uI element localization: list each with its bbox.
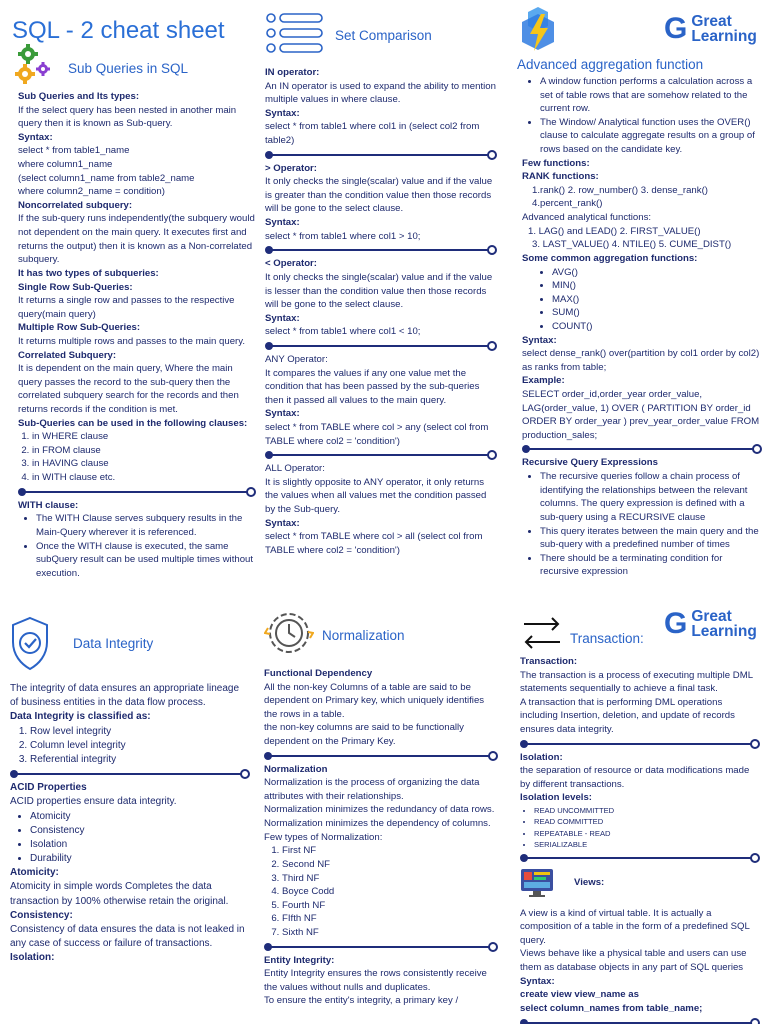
single-row-heading: Single Row Sub-Queries: <box>18 281 133 293</box>
lightning-icon <box>516 6 560 54</box>
integrity-class-heading: Data Integrity is classified as: <box>10 711 151 723</box>
syntax-heading: Syntax: <box>520 975 555 987</box>
views-text: A view is a kind of virtual table. It is actually a composition of a table in the form of a predefined SQL query. <box>520 907 750 946</box>
atomicity-text: Atomicity in simple words Completes the data transaction by 100% otherwise retain the original. <box>10 881 229 907</box>
list-icon <box>265 12 325 56</box>
syntax-heading: Syntax: <box>265 312 300 324</box>
list-item: • This query iterates between the main query and the sub-query with a predefined number of times <box>540 525 762 552</box>
functional-dependency-heading: Functional Dependency <box>264 668 373 679</box>
few-functions-heading: Few functions: <box>522 157 590 169</box>
subqueries-section <box>18 90 256 580</box>
list-item: • AVG() <box>552 266 762 280</box>
list-item: 4. Boyce Codd <box>282 885 498 899</box>
brand-line2: Learning <box>691 28 757 46</box>
in-operator-text: An IN operator is used to expand the ability to mention multiple values in where clause. <box>265 80 496 106</box>
transaction-title: Transaction: <box>570 631 644 646</box>
acid-heading: ACID Properties <box>10 782 87 794</box>
list-item: 1. in WHERE clause <box>32 430 256 444</box>
list-item: • READ COMMITTED <box>534 816 760 827</box>
transaction-text: A transaction that is performing DML operations including Insertion, deletion, and update of records ensures data integrity. <box>520 696 735 736</box>
greater-operator-heading: > Operator: <box>265 162 317 174</box>
noncorrelated-text: If the sub-query runs independently(the subquery would not dependent on the main query. It executes first and returns the output) then it is known as a Non-correlated subquery. <box>18 213 255 266</box>
entity-integrity-heading: Entity Integrity: <box>264 954 335 966</box>
swap-arrows-icon <box>520 612 564 654</box>
syntax-text: select * from TABLE where col > any (select col from TABLE where col2 = 'condition') <box>265 422 489 447</box>
list-item: 2. Second NF <box>282 858 498 872</box>
any-operator-text: It compares the values if any one value met the condition that has been passed by the sub-queries then it passed all values to the main query. <box>265 367 480 406</box>
normalization-title: Normalization <box>322 628 405 643</box>
list-item: 7. Sixth NF <box>282 926 498 940</box>
list-item: • There should be a terminating condition for recursive expression <box>540 552 762 579</box>
syntax-heading: Syntax: <box>265 107 300 119</box>
normalization-section <box>264 667 498 1008</box>
section-divider <box>265 150 497 160</box>
set-comparison-title: Set Comparison <box>335 28 432 43</box>
isolation-text: the separation of resource or data modifications made by different transactions. <box>520 765 750 790</box>
correlated-text: It is dependent on the main query, Where the main query passes the record to the sub-query then the correlated subquery search for the records and then returns records if the condition is met. <box>18 363 239 416</box>
list-item: • The WITH Clause serves subquery results in the Main-Query wherever it is referenced. <box>36 512 256 539</box>
list-item: 6. FIfth NF <box>282 912 498 926</box>
common-functions-heading: Some common aggregation functions: <box>522 252 698 264</box>
transaction-section <box>520 655 760 1024</box>
all-operator-heading: ALL Operator: <box>265 463 325 475</box>
integrity-text: The integrity of data ensures an appropriate lineage of business entities in the data flow process. <box>10 683 240 709</box>
brand-g-icon: G <box>664 607 688 641</box>
noncorrelated-heading: Noncorrelated subquery: <box>18 199 133 211</box>
integrity-class-list <box>10 725 250 768</box>
syntax-text: select * from table1 where col1 > 10; <box>265 230 421 242</box>
syntax-line: where column1_name <box>18 159 113 171</box>
rank-functions-line: 1.rank() 2. row_number() 3. dense_rank() <box>532 184 708 196</box>
normalization-text: Few types of Normalization: <box>264 831 383 843</box>
syntax-text: select * from table1 where col1 < 10; <box>265 326 421 338</box>
with-clause-heading: WITH clause: <box>18 499 79 511</box>
brand-g-icon: G <box>664 12 688 46</box>
section-divider <box>520 1018 760 1024</box>
common-functions-list <box>522 266 762 334</box>
normalization-text: Normalization minimizes the dependency of columns. <box>264 818 491 830</box>
normalization-heading: Normalization <box>264 763 328 775</box>
list-item: • Once the WITH clause is executed, the same subQuery result can be used multiple times without execution. <box>36 540 256 581</box>
section-divider <box>520 853 760 863</box>
views-text: Views behave like a physical table and users can use them as database objects in any part of SQL queries <box>520 948 747 974</box>
acid-list <box>10 810 250 867</box>
list-item: 3. Third NF <box>282 872 498 886</box>
recursive-list <box>522 470 762 579</box>
aggregation-title: Advanced aggregation function <box>517 57 704 72</box>
normal-forms-list <box>264 844 498 939</box>
consistency-text: Consistency of data ensures the data is not leaked in any case of success or failure of transactions. <box>10 924 245 950</box>
syntax-text: select dense_rank() over(partition by col1 order by col2) as ranks from table; <box>522 348 760 373</box>
correlated-heading: Correlated Subquery: <box>18 349 117 361</box>
normalization-text: Normalization minimizes the redundancy of data rows. <box>264 804 495 816</box>
list-item: 3. Referential integrity <box>30 753 250 767</box>
isolation-heading: Isolation: <box>520 751 563 763</box>
entity-integrity-text: Entity Integrity ensures the rows consistently receive the values without nulls and duplicates. <box>264 968 487 993</box>
list-item: • Atomicity <box>30 810 250 824</box>
transaction-heading: Transaction: <box>520 656 578 667</box>
page-title: SQL - 2 cheat sheet <box>12 17 225 44</box>
syntax-line: (select column1_name from table2_name <box>18 172 195 184</box>
great-learning-logo <box>664 14 757 44</box>
multi-row-text: It returns multiple rows and passes to the main query. <box>18 335 245 347</box>
advanced-functions-line: 1. LAG() and LEAD() 2. FIRST_VALUE() <box>528 225 701 237</box>
syntax-line: select * from table1_name <box>18 145 130 157</box>
syntax-heading: Syntax: <box>265 408 300 420</box>
types-text: If the select query has been nested in another main query then it is known as Sub-query. <box>18 104 237 130</box>
aggregation-list <box>522 75 762 157</box>
isolation-heading: Isolation: <box>10 952 55 964</box>
example-text: SELECT order_id,order_year order_value, LAG(order_value, 1) OVER ( PARTITION BY order_id ORDER BY order_year ) prev_year_order_value FROM production_sales; <box>522 389 760 441</box>
list-item: • MAX() <box>552 293 762 307</box>
section-divider <box>520 739 760 749</box>
greater-operator-text: It only checks the single(scalar) value and if the value is greater than the condition value then those records will be gone to the select clause. <box>265 176 493 215</box>
normalization-text: Normalization is the process of organizing the data attributes with their relationships. <box>264 777 480 802</box>
section-divider <box>522 444 762 454</box>
list-item: 4. in WITH clause etc. <box>32 471 256 485</box>
list-item: 3. in HAVING clause <box>32 457 256 471</box>
list-item: • READ UNCOMMITTED <box>534 805 760 816</box>
list-item: 1. First NF <box>282 844 498 858</box>
acid-text: ACID properties ensure data integrity. <box>10 796 177 808</box>
list-item: • Durability <box>30 852 250 866</box>
aggregation-section <box>522 75 762 579</box>
types-heading: Sub Queries and Its types: <box>18 91 140 102</box>
brand-line1: Great <box>691 13 732 30</box>
brand-line1: Great <box>691 608 732 625</box>
subqueries-section-title: Sub Queries in SQL <box>68 61 189 76</box>
section-divider <box>264 751 498 761</box>
set-comparison-section <box>265 66 497 558</box>
two-types-heading: It has two types of subqueries: <box>18 267 159 279</box>
list-item: • The Window/ Analytical function uses the OVER() clause to calculate aggregate results on a group of rows based on the candidate key. <box>540 116 762 157</box>
all-operator-text: It is slightly opposite to ANY operator, it only returns the values when all values met the condition passed by the Sub-query. <box>265 476 487 516</box>
list-item: 2. Column level integrity <box>30 739 250 753</box>
section-divider <box>10 769 250 779</box>
list-item: 2. in FROM clause <box>32 444 256 458</box>
list-item: • SERIALIZABLE <box>534 839 760 850</box>
views-heading: Views: <box>574 876 605 888</box>
great-learning-logo <box>664 609 757 639</box>
functional-dependency-text: the non-key columns are said to be functionally dependent on the Primary Key. <box>264 722 464 748</box>
clauses-list <box>18 430 256 484</box>
atomicity-heading: Atomicity: <box>10 867 59 879</box>
list-item: • A window function performs a calculation across a set of table rows that are somehow related to the current row. <box>540 75 762 116</box>
syntax-text: select * from TABLE where col > all (select col from TABLE where col2 = 'condition') <box>265 531 483 556</box>
rank-functions-heading: RANK functions: <box>522 171 599 183</box>
section-divider <box>265 341 497 351</box>
list-item: • Isolation <box>30 838 250 852</box>
advanced-functions-line: 3. LAST_VALUE() 4. NTILE() 5. CUME_DIST() <box>532 239 732 251</box>
section-divider <box>264 942 498 952</box>
syntax-line: select column_names from table_name; <box>520 1002 703 1014</box>
less-operator-text: It only checks the single(scalar) value and if the value is lesser than the condition value then those records will be gone to the select clause. <box>265 271 493 311</box>
less-operator-heading: < Operator: <box>265 258 317 270</box>
entity-integrity-text: To ensure the entity's integrity, a primary key / <box>264 995 459 1007</box>
syntax-line: create view view_name as <box>520 989 639 1001</box>
data-integrity-section <box>10 682 250 966</box>
transaction-text: The transaction is a process of executing multiple DML statements sequentially to achieve a final task. <box>520 669 753 695</box>
list-item: • MIN() <box>552 279 762 293</box>
syntax-line: where column2_name = condition) <box>18 186 165 198</box>
section-divider <box>265 450 497 460</box>
list-item: 1. Row level integrity <box>30 725 250 739</box>
clock-gear-icon <box>264 610 314 656</box>
any-operator-heading: ANY Operator: <box>265 353 328 365</box>
syntax-heading: Syntax: <box>265 517 300 529</box>
syntax-heading: Syntax: <box>522 334 557 346</box>
isolation-levels-list <box>520 805 760 851</box>
data-integrity-title: Data Integrity <box>73 636 154 651</box>
in-operator-heading: IN operator: <box>265 67 320 78</box>
rank-functions-line: 4.percent_rank() <box>532 198 603 210</box>
syntax-heading: Syntax: <box>18 131 53 143</box>
dashboard-icon <box>520 868 554 898</box>
list-item: • Consistency <box>30 824 250 838</box>
with-clause-list <box>18 512 256 580</box>
syntax-heading: Syntax: <box>265 217 300 229</box>
consistency-heading: Consistency: <box>10 909 73 921</box>
list-item: • SUM() <box>552 306 762 320</box>
advanced-functions-heading: Advanced analytical functions: <box>522 212 652 224</box>
list-item: • REPEATABLE - READ <box>534 828 760 839</box>
list-item: • The recursive queries follow a chain process of identifying the relationships between the relevant columns. The query expression is defined with a sub-query using a RECURSIVE clause <box>540 470 762 524</box>
list-item: • COUNT() <box>552 320 762 334</box>
functional-dependency-text: All the non-key Columns of a table are said to be dependent on Primary key, which uniquely identifies the rows in a table. <box>264 681 485 720</box>
clauses-heading: Sub-Queries can be used in the following clauses: <box>18 417 248 429</box>
brand-line2: Learning <box>691 623 757 641</box>
isolation-levels-heading: Isolation levels: <box>520 792 592 804</box>
section-divider <box>265 245 497 255</box>
multi-row-heading: Multiple Row Sub-Queries: <box>18 322 141 334</box>
shield-icon <box>10 616 50 672</box>
example-heading: Example: <box>522 375 565 387</box>
single-row-text: It returns a single row and passes to the respective query(main query) <box>18 295 235 320</box>
list-item: 5. Fourth NF <box>282 899 498 913</box>
section-divider <box>18 487 256 497</box>
syntax-text: select * from table1 where col1 in (select col2 from table2) <box>265 121 480 147</box>
recursive-heading: Recursive Query Expressions <box>522 457 658 469</box>
gears-icon <box>12 42 52 86</box>
